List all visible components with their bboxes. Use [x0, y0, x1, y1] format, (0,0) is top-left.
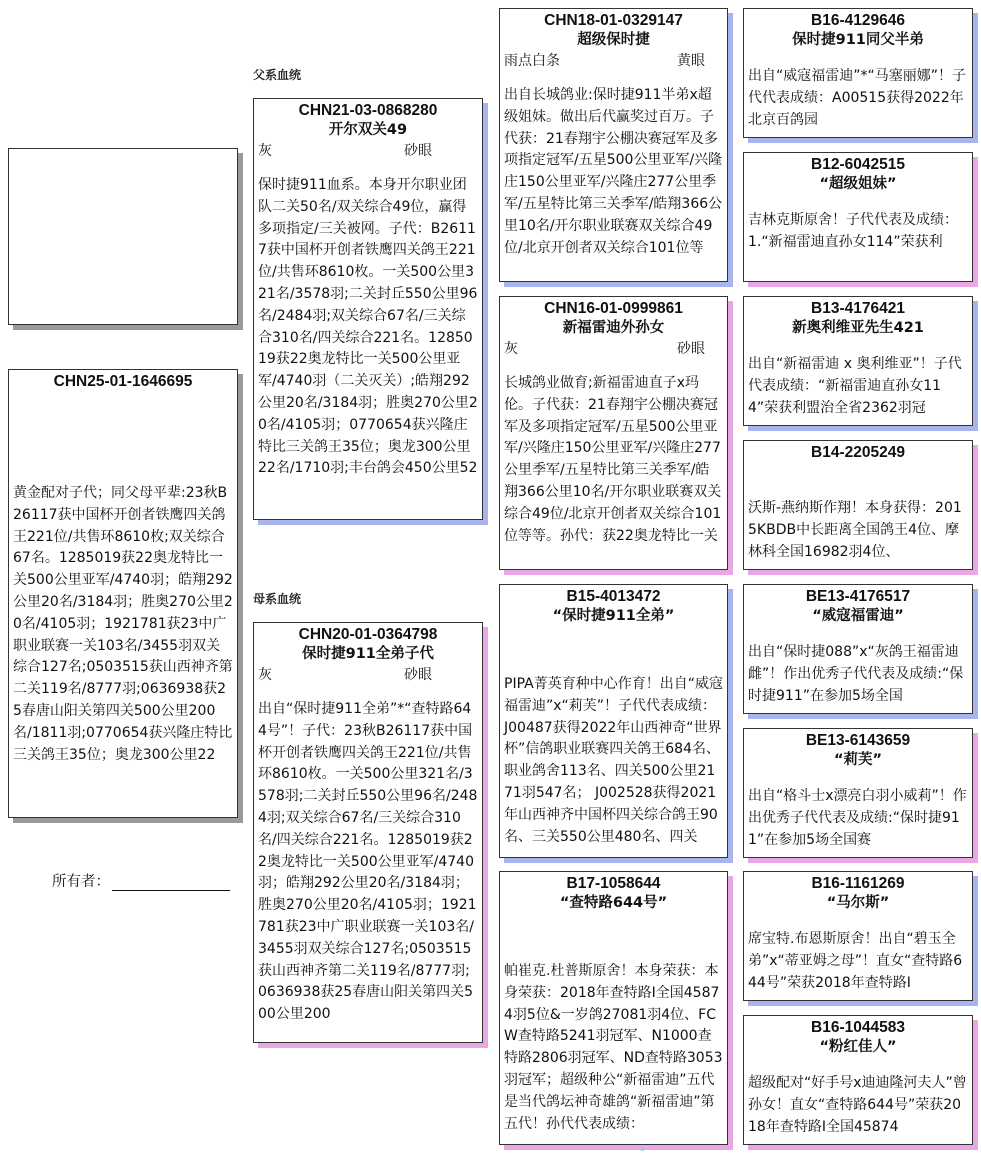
- owner-field: [52, 870, 230, 891]
- grandparent-card: [499, 584, 728, 858]
- great-grandparent-desc: 吉林克斯原舍！子代代表及成绩：1.“新福雷迪直孙女114”荣获利: [748, 212, 958, 250]
- grandparent-name: “查特路644号”: [559, 895, 668, 911]
- great-grandparent-desc: 出自“保时捷088”x“灰鸽王福雷迪雌”！作出优秀子代代表及成绩:“保时捷911”在参加5场全国: [748, 644, 964, 704]
- subject-card: [8, 369, 238, 818]
- great-grandparent-ring: B12-6042515: [811, 156, 905, 173]
- grandparent-card: [499, 8, 728, 282]
- grandparent-eye: 黄眼: [677, 53, 705, 69]
- grandparent-color: 灰: [504, 341, 518, 357]
- great-grandparent-name: “粉红佳人”: [819, 1039, 897, 1055]
- dam-card: [253, 622, 483, 1043]
- dam-color: 灰: [258, 667, 272, 683]
- grandparent-name: “保时捷911全弟”: [552, 608, 675, 624]
- great-grandparent-desc: 席宝特.布恩斯原舍！出自“碧玉全弟”x“蒂亚姆之母”！直女“查特路644号”荣获2018年查特路I: [748, 931, 963, 991]
- sire-desc: 保时捷911血系。本身开尔职业团队二关50名/双关综合49位，赢得多项指定/三关被网。子代：B26117获中国杯开创者铁鹰四关鸽王221位/共售环8610枚。一关500公里321名/3578羽;二关封丘550公里96名/2484羽;双关综合67名/三关综合310名/四关综合221名。1285019获22奥龙特比一关500公里亚军/4740羽（二关灭关）;皓翔292公里20名/3184羽；胜奥270公里20名/4105羽；0770654获兴隆庄特比三关鸽王35位；奥龙300公里22名/1710羽;丰台鸽会450公里52: [258, 177, 478, 477]
- great-grandparent-ring: B13-4176421: [811, 300, 905, 317]
- subject-ring: CHN25-01-1646695: [53, 373, 193, 390]
- grandparent-card: [499, 871, 728, 1145]
- great-grandparent-desc: 出自“新福雷迪 x 奥利维亚”！子代代表成绩：“新福雷迪直孙女114”荣获利盟治全省2362羽冠: [748, 356, 962, 416]
- grandparent-desc: PIPA菁英育种中心作育！出自“威寇福雷迪”x“莉芙”！子代代表成绩： J00487获得2022年山西神奇“世界杯”信鸽职业联赛四关鸽王684名、职业鸽舍113名、四关500公里2171羽547名； J002528获得2021年山西神齐中国杯四关综合鸽王90名、三关550公里480名、四关: [504, 676, 723, 845]
- sire-name: 开尔双关49: [328, 122, 408, 138]
- great-grandparent-card: [743, 728, 973, 858]
- great-grandparent-desc: 沃斯-燕纳斯作翔！本身获得：2015KBDB中长距离全国鸽王4位、摩林科全国16982羽4位、: [748, 500, 962, 560]
- great-grandparent-name: “马尔斯”: [826, 895, 890, 911]
- subject-desc: 黄金配对子代；同父母平辈:23秋B26117获中国杯开创者铁鹰四关鸽王221位/共售环8610枚;双关综合67名。1285019获22奥龙特比一关500公里亚军/4740羽；皓翔292公里20名/3184羽；胜奥270公里20名/4105羽；1921781获23中广职业联赛一关103名/3455羽双关综合127名;0503515获山西神齐第二关119名/8777羽;0636938获25春唐山阳关第四关500公里200名/1811羽;0770654获兴隆庄特比三关鸽王35位；奥龙300公里22: [13, 485, 233, 763]
- stray-mark: [641, 1148, 644, 1151]
- great-grandparent-desc: 超级配对“好手号x迪迪隆河夫人”曾孙女！直女“查特路644号”荣获2018年查特路I全国45874: [748, 1075, 967, 1135]
- great-grandparent-ring: B16-1161269: [811, 875, 905, 892]
- grandparent-desc: 出自长城鸽业:保时捷911半弟x超级姐妹。做出后代赢奖过百万。子代获：21春翔宇公棚决赛冠军及多项指定冠军/五星500公里亚军/兴隆庄150公里亚军/兴隆庄277公里季军/五星特比第三关季军/皓翔366公里10名/开尔职业联赛双关综合49位/北京开创者双关综合101位等: [504, 87, 723, 256]
- great-grandparent-name: [744, 462, 972, 483]
- dam-ring: CHN20-01-0364798: [298, 626, 438, 643]
- dam-section-label: 母系血统: [253, 592, 302, 606]
- sire-ring: CHN21-03-0868280: [298, 102, 438, 119]
- grandparent-card: [499, 296, 728, 570]
- dam-name: 保时捷911全弟子代: [302, 646, 434, 662]
- great-grandparent-name: “威寇福雷迪”: [812, 608, 904, 624]
- grandparent-color: 雨点白条: [504, 53, 560, 69]
- dam-desc: 出自“保时捷911全弟”*“查特路644号”！子代：23秋B26117获中国杯开创者铁鹰四关鸽王221位/共售环8610枚。一关500公里321名/3578羽;二关封丘550公里96名/2484羽;双关综合67名/三关综合310名/四关综合221名。1285019获22奥龙特比一关500公里亚军/4740羽；皓翔292公里20名/3184羽；胜奥270公里20名/4105羽；1921781获23中广职业联赛一关103名/3455羽双关综合127名;0503515获山西神齐第二关119名/8777羽;0636938获25春唐山阳关第四关500公里200: [258, 701, 478, 1023]
- grandparent-ring: B17-1058644: [566, 875, 661, 892]
- great-grandparent-ring: B16-1044583: [811, 1019, 905, 1036]
- great-grandparent-desc: 出自“格斗士x漂亮白羽小威莉”！作出优秀子代代表及成绩:“保时捷911”在参加5场全国赛: [748, 788, 967, 848]
- great-grandparent-card: [743, 1015, 973, 1145]
- sire-eye: 砂眼: [404, 143, 432, 159]
- grandparent-ring: CHN16-01-0999861: [544, 300, 683, 317]
- great-grandparent-card: [743, 296, 973, 426]
- great-grandparent-ring: BE13-4176517: [805, 588, 911, 605]
- great-grandparent-card: [743, 8, 973, 138]
- great-grandparent-ring: B16-4129646: [811, 12, 905, 29]
- great-grandparent-desc: 出自“威寇福雷迪”*“马塞丽娜”！子代代表成绩：A00515获得2022年北京百鸽园: [748, 68, 967, 128]
- great-grandparent-name: “莉芙”: [833, 752, 883, 768]
- grandparent-name: 新福雷迪外孙女: [562, 320, 665, 336]
- sire-section-label: 父系血统: [253, 68, 302, 82]
- sire-card: [253, 98, 483, 520]
- great-grandparent-card: [743, 871, 973, 1001]
- great-grandparent-ring: B14-2205249: [811, 444, 905, 461]
- photo-frame: [8, 148, 238, 325]
- great-grandparent-card: [743, 440, 973, 570]
- great-grandparent-name: 新奥利维亚先生421: [792, 320, 924, 336]
- dam-eye: 砂眼: [404, 667, 432, 683]
- great-grandparent-name: “超级姐妹”: [819, 176, 897, 192]
- great-grandparent-card: [743, 584, 973, 714]
- grandparent-eye: 砂眼: [677, 341, 705, 357]
- grandparent-name: 超级保时捷: [577, 32, 650, 48]
- owner-label: 所有者：: [52, 874, 110, 890]
- great-grandparent-card: [743, 152, 973, 282]
- grandparent-desc: 长城鸽业做育;新福雷迪直子x玛伦。子代获：21春翔宇公棚决赛冠军及多项指定冠军/五星500公里亚军/兴隆庄150公里亚军/兴隆庄277公里季军/五星特比第三关季军/皓翔366公里10名/开尔职业联赛双关综合49位/北京开创者双关综合101位等等。孙代：获22奥龙特比一关: [504, 375, 722, 544]
- great-grandparent-name: 保时捷911同父半弟: [792, 32, 924, 48]
- grandparent-desc: 帕崔克.杜普斯原舍！本身荣获：本身荣获：2018年查特路I全国45874羽5位&一岁鸽27081羽4位、FCW查特路5241羽冠军、N1000查特路2806羽冠军、ND查特路3053羽冠军；超级种公“新福雷迪”五代是当代鸽坛神奇雄鸽“新福雷迪”第五代！孙代代表成绩：: [504, 963, 723, 1132]
- sire-color: 灰: [258, 143, 272, 159]
- grandparent-ring: B15-4013472: [566, 588, 661, 605]
- great-grandparent-ring: BE13-6143659: [805, 732, 911, 749]
- grandparent-ring: CHN18-01-0329147: [544, 12, 683, 29]
- owner-blank-line[interactable]: [112, 874, 230, 891]
